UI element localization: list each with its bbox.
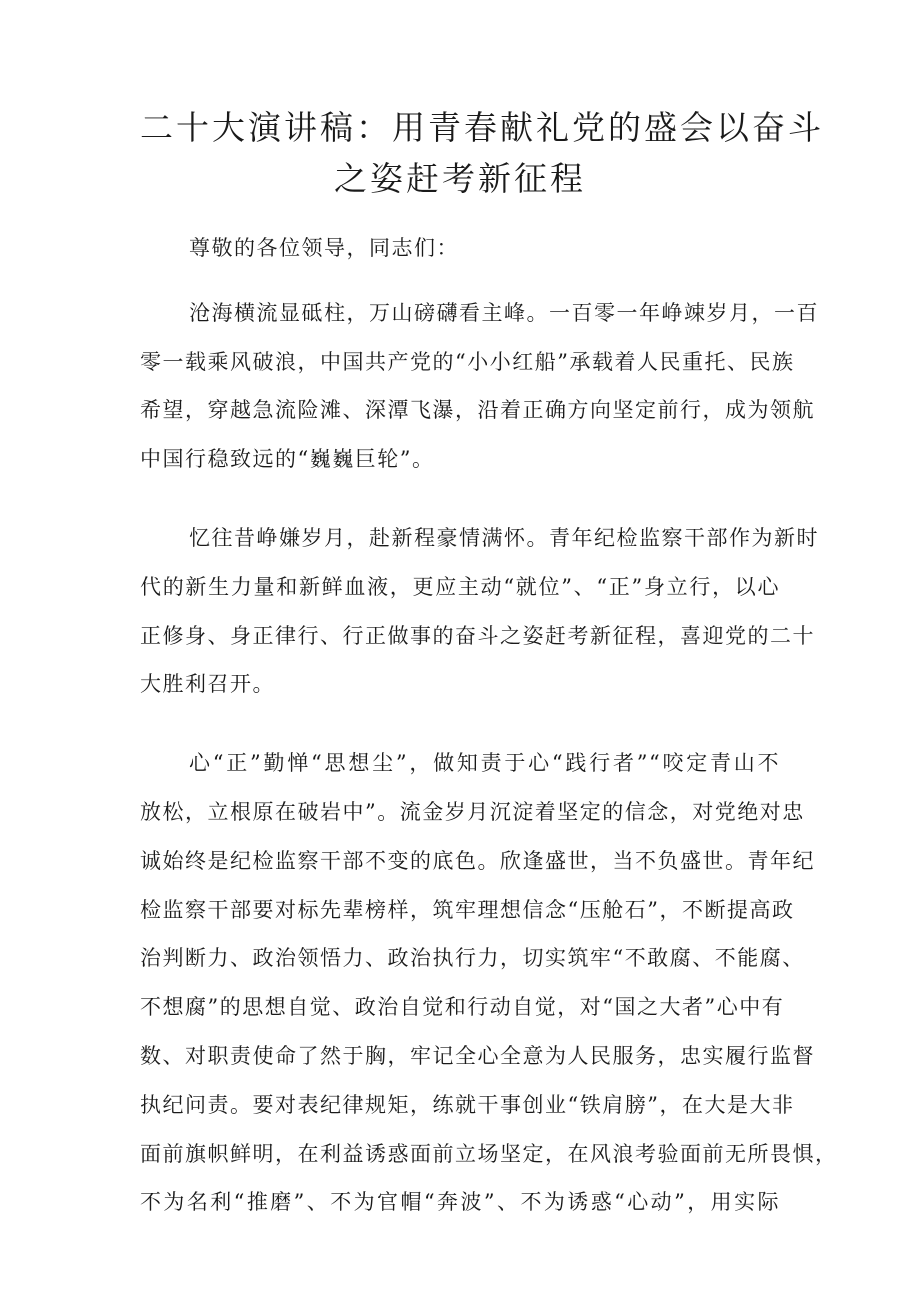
paragraph-line: 放松，立根原在破岩中”。流金岁月沉淀着坚定的信念，对党绝对忠 <box>140 799 805 824</box>
paragraph-line: 诚始终是纪检监察干部不变的底色。欣逢盛世，当不负盛世。青年纪 <box>140 848 815 873</box>
paragraph-line: 数、对职责使命了然于胸，牢记全心全意为人民服务，忠实履行监督 <box>140 1043 815 1068</box>
paragraph-line: 代的新生力量和新鲜血液，更应主动“就位”、“正”身立行，以心 <box>140 574 780 599</box>
paragraph-line: 不为名利“推磨”、不为官帽“奔波”、不为诱惑“心动”，用实际 <box>140 1190 780 1215</box>
paragraph-line: 沧海横流显砥柱，万山磅礴看主峰。一百零一年峥竦岁月，一百 <box>189 300 819 325</box>
paragraph-line: 检监察干部要对标先辈榜样，筑牢理想信念“压舱石”，不断提高政 <box>140 897 795 922</box>
paragraph-1 <box>140 289 819 484</box>
salutation <box>140 224 780 273</box>
document-title <box>140 102 824 204</box>
paragraph-3 <box>140 739 838 1227</box>
paragraph-line: 中国行稳致远的“巍巍巨轮”。 <box>140 447 435 472</box>
title-line: 二十大演讲稿：用青春献礼党的盛会以奋斗 <box>140 108 824 147</box>
paragraph-line: 大胜利召开。 <box>140 672 275 697</box>
paragraph-line: 治判断力、政治领悟力、政治执行力，切实筑牢“不敢腐、不能腐、 <box>140 946 805 971</box>
paragraph-line: 零一载乘风破浪，中国共产党的“小小红船”承载着人民重托、民族 <box>140 349 795 374</box>
salutation-text: 尊敬的各位领导，同志们： <box>189 236 459 260</box>
title-line: 之姿赶考新征程 <box>334 159 586 198</box>
document-body <box>140 224 838 1257</box>
paragraph-line: 忆往昔峥嫌岁月，赴新程豪情满怀。青年纪检监察干部作为新时 <box>189 525 819 550</box>
paragraph-line: 希望，穿越急流险滩、深潭飞瀑，沿着正确方向坚定前行，成为领航 <box>140 398 815 423</box>
paragraph-line: 心“正”勤惮“思想尘”，做知责于心“践行者”“咬定青山不 <box>189 751 780 776</box>
paragraph-line: 不想腐”的思想自觉、政治自觉和行动自觉，对“国之大者”心中有 <box>140 995 785 1020</box>
paragraph-line: 执纪问责。要对表纪律规矩，练就干事创业“铁肩膀”，在大是大非 <box>140 1092 795 1117</box>
paragraph-2 <box>140 514 819 709</box>
paragraph-line: 正修身、身正律行、行正做事的奋斗之姿赶考新征程，喜迎党的二十 <box>140 623 815 648</box>
paragraph-line: 面前旗帜鲜明，在利益诱惑面前立场坚定，在风浪考验面前无所畏惧， <box>140 1141 838 1166</box>
